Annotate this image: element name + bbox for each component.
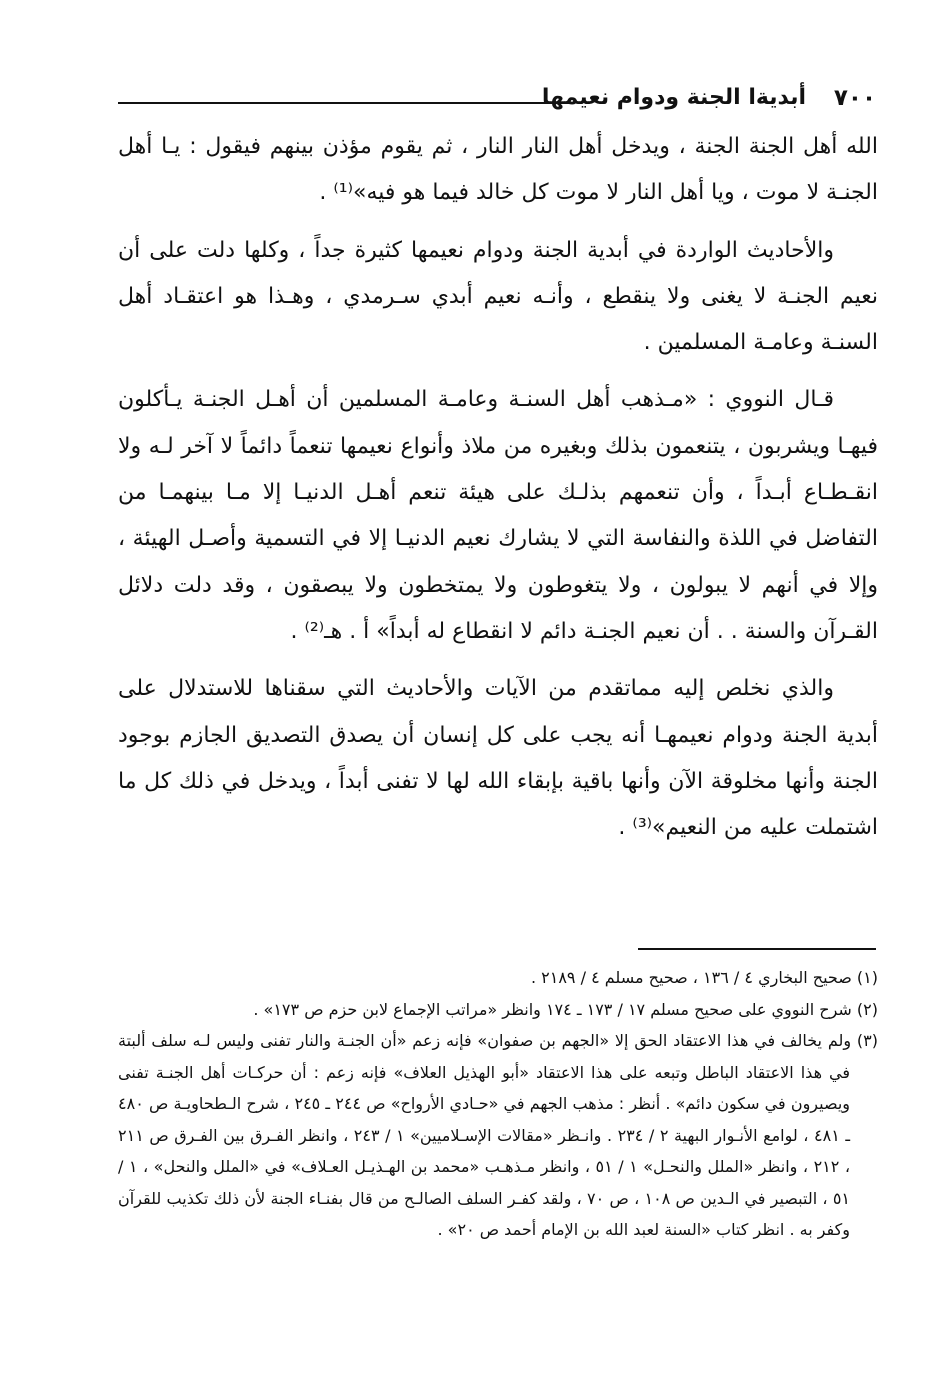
paragraph-1: الله أهل الجنة الجنة ، ويدخل أهل النار النار ، ثم يقوم مؤذن بينهم فيقول : يـا أهل الجنـة لا موت ، ويا أهل النار لا موت كل خالد فيما هو فيه»⁽¹⁾ .	[118, 134, 878, 206]
footnote-separator	[638, 948, 876, 950]
footnote-2: (٢) شرح النووي على صحيح مسلم ١٧ / ١٧٣ ـ ١٧٤ وانظر «مراتب الإجماع لابن حزم ص ١٧٣» .	[253, 999, 878, 1019]
paragraph-3: قـال النووي : «مـذهب أهل السنـة وعامـة المسلمين أن أهـل الجنـة يـأكلون فيهـا ويشربون ، يتنعمون بذلك وبغيره من ملاذ وأنواع نعيمها تنعماً دائماً لا آخر لـه ولا انقـطـاع أبـداً ، وأن تنعمهم بذلـك على هيئة تنعم أهـل الدنيـا إلا مـا بينهمـا من التفاضل في اللذة والنفاسة التي لا يشارك نعيم الدنيـا إلا في التسمية وأصـل الهيئة ، وإلا في أنهم لا يبولون ، ولا يتغوطون ولا يمتخطون ولا يبصقون ، وقد دلت دلائل القـرآن والسنة . . أن نعيم الجنـة دائم لا انقطاع له أبداً» أ . هـ⁽²⁾ .	[118, 387, 878, 644]
body-text	[118, 124, 878, 862]
page-number: ٧٠٠	[833, 85, 876, 111]
footnotes	[118, 962, 878, 1246]
header-rule	[118, 102, 571, 104]
running-title: أبديةا الجنة ودوام نعيمها	[541, 85, 806, 110]
running-header	[118, 78, 876, 118]
footnote-3: (٣) ولم يخالف في هذا الاعتقاد الحق إلا «الجهم بن صفوان» فإنه زعم «أن الجنـة والنار تفنى وليس لـه سلف ألبتة في هذا الاعتقاد الباطل وتبعه على هذا الاعتقاد «أبو الهذيل العلاف» فإنه زعم : أن حركـات أهل الجنـة تفنى ويصيرون في سكون دائم» . أنظر : مذهب الجهم في «حـادي الأرواح» ص ٢٤٤ ـ ٢٤٥ ، شرح الـطحاويـة ص ٤٨٠ ـ ٤٨١ ، لوامع الأنـوار البهية ٢ / ٢٣٤ . وانـظر «مقالات الإسـلاميين» ١ / ٢٤٣ ، وانظر الفـرق بين الفـرق ص ٢١١ ، ٢١٢ ، وانظر «الملل والنحـل» ١ / ٥١ ، وانظر مـذهـب «محمد بن الهـذيـل العـلاف» في «الملل والنحل» ، ١ / ٥١ ، التبصير في الـدين ص ١٠٨ ، ص ٧٠ ، ولقد كفـر السلف الصالـح من قال بفنـاء الجنة لأن ذلك تكذيب للقرآن وكفر به . انظر كتاب «السنة لعبد الله بن الإمام أحمد ص ٢٠» .	[118, 1031, 878, 1239]
paragraph-4: والذي نخلص إليه مماتقدم من الآيات والأحاديث التي سقناها للاستدلال على أبدية الجنة ودوام نعيمهـا أنه يجب على كل إنسان أن يصدق التصديق الجازم بوجود الجنة وأنها مخلوقة الآن وأنها باقية بإبقاء الله لها لا تفنى أبداً ، ويدخل في ذلك كل ما اشتملت عليه من النعيم»⁽³⁾ .	[118, 676, 878, 841]
paragraph-2: والأحاديث الواردة في أبدية الجنة ودوام نعيمها كثيرة جداً ، وكلها دلت على أن نعيم الجنـة لا يغنى ولا ينقطع ، وأنـه نعيم أبدي سـرمدي ، وهـذا هو اعتقـاد أهل السنـة وعامـة المسلمين .	[118, 237, 878, 356]
footnote-1: (١) صحيح البخاري ٤ / ١٣٦ ، صحيح مسلم ٤ / ٢١٨٩ .	[530, 968, 878, 987]
